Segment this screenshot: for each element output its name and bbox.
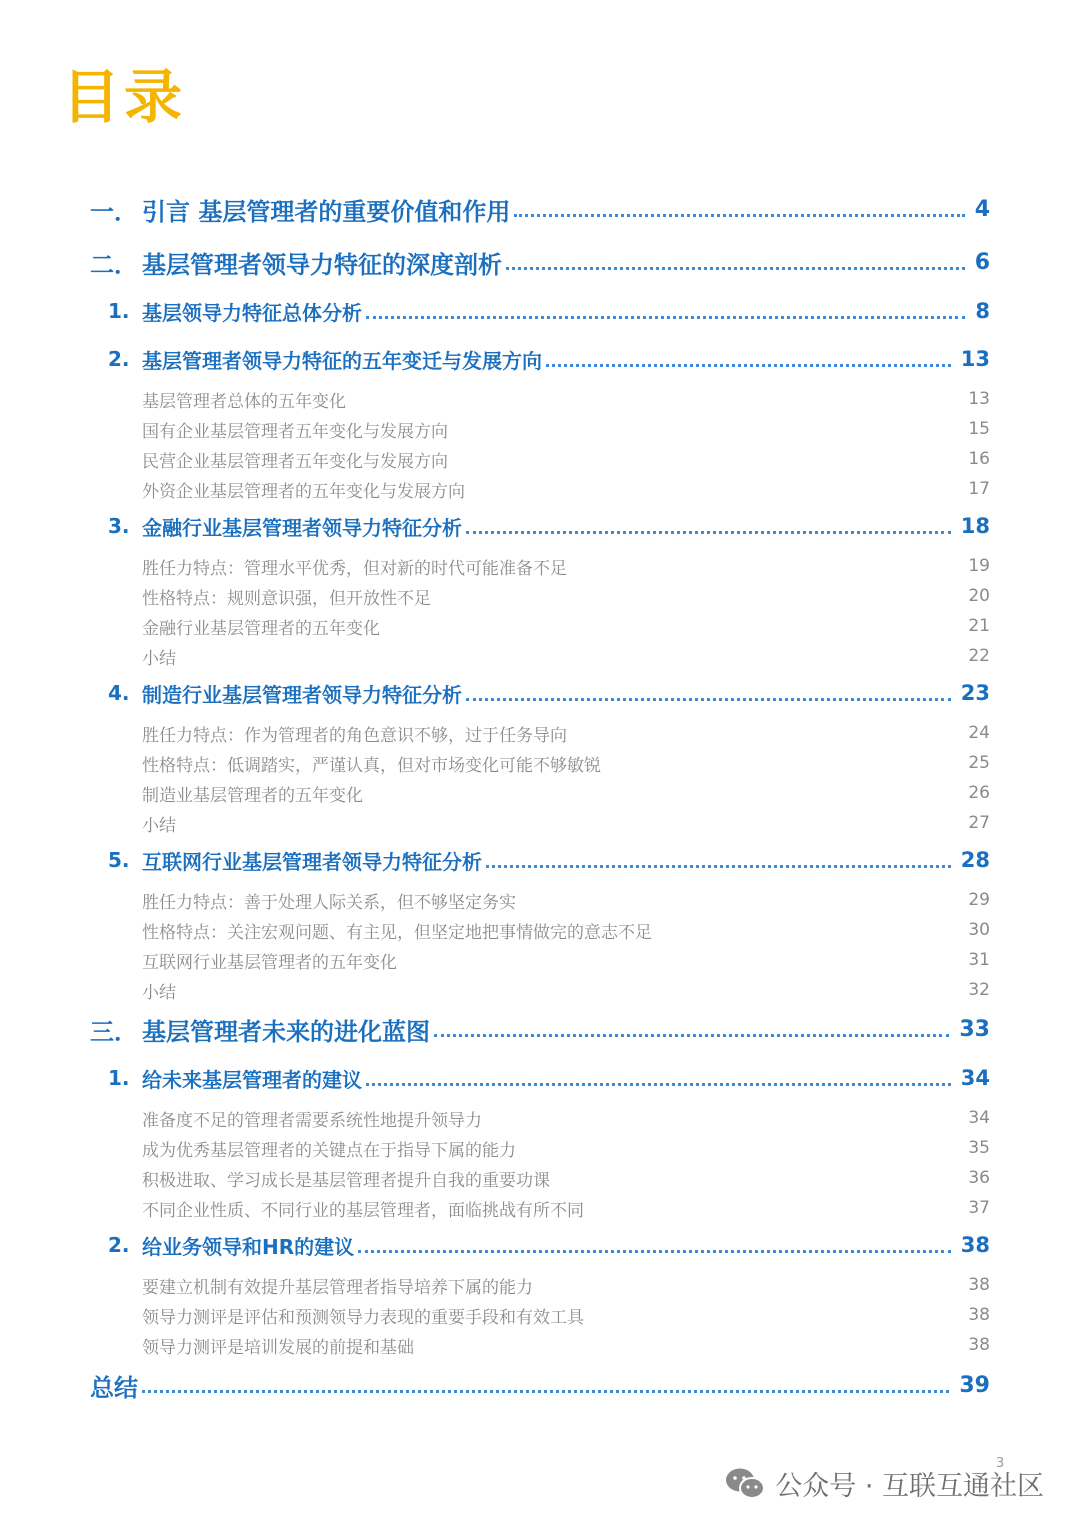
toc-entry-title: 要建立机制有效提升基层管理者指导培养下属的能力 [142, 1277, 533, 1298]
toc-entry-page: 39 [959, 1372, 990, 1398]
toc-entry-title: 胜任力特点：管理水平优秀，但对新的时代可能准备不足 [142, 558, 567, 579]
toc-entry[interactable] [90, 1369, 990, 1401]
toc-entry-title: 外资企业基层管理者的五年变化与发展方向 [142, 481, 465, 502]
toc-entry-title: 互联网行业基层管理者的五年变化 [142, 952, 397, 973]
toc-entry[interactable] [142, 1331, 990, 1359]
toc-entry-title: 民营企业基层管理者五年变化与发展方向 [142, 451, 448, 472]
wechat-watermark [725, 1464, 1044, 1503]
toc-entry-title: 给业务领导和HR的建议 [142, 1234, 355, 1259]
toc-entry-page: 38 [968, 1275, 990, 1295]
toc-entry-page: 38 [960, 1233, 990, 1257]
toc-entry-number: 2. [108, 1233, 130, 1257]
toc-entry-title: 积极进取、学习成长是基层管理者提升自我的重要功课 [142, 1170, 550, 1191]
toc-entry-title: 给未来基层管理者的建议 [142, 1067, 362, 1092]
toc-entry[interactable] [142, 749, 990, 777]
toc-entry[interactable] [142, 1134, 990, 1162]
toc-dot-leader [434, 1034, 949, 1037]
toc-entry-title: 领导力测评是培训发展的前提和基础 [142, 1337, 414, 1358]
toc-entry[interactable] [90, 193, 990, 225]
toc-entry[interactable] [108, 844, 990, 876]
toc-entry[interactable] [142, 719, 990, 747]
toc-dot-leader [358, 1250, 951, 1253]
toc-entry-page: 4 [974, 196, 990, 222]
toc-entry-page: 37 [968, 1198, 990, 1218]
toc-entry-number: 1. [108, 1066, 130, 1090]
toc-entry-title: 小结 [142, 815, 176, 836]
toc-entry-page: 38 [968, 1335, 990, 1355]
toc-entry-title: 金融行业基层管理者领导力特征分析 [142, 515, 462, 540]
toc-entry[interactable] [142, 475, 990, 503]
toc-dot-leader [366, 316, 965, 319]
toc-entry-page: 6 [974, 249, 990, 275]
toc-entry-page: 16 [968, 449, 990, 469]
wechat-account-text: 公众号 · 互联互通社区 [775, 1471, 1044, 1502]
toc-entry[interactable] [142, 1301, 990, 1329]
toc-entry[interactable] [142, 976, 990, 1004]
toc-entry-title: 性格特点：关注宏观问题、有主见，但坚定地把事情做完的意志不足 [142, 922, 652, 943]
wechat-icon [725, 1467, 765, 1501]
toc-dot-leader [366, 1083, 951, 1086]
toc-entry-title: 基层领导力特征总体分析 [142, 300, 362, 325]
toc-entry-title: 性格特点：规则意识强，但开放性不足 [142, 588, 431, 609]
toc-entry[interactable] [90, 1013, 990, 1045]
page-number: 3 [996, 1456, 1005, 1471]
toc-entry-number: 5. [108, 848, 130, 872]
toc-entry[interactable] [142, 612, 990, 640]
toc-entry[interactable] [142, 946, 990, 974]
toc-entry-title: 成为优秀基层管理者的关键点在于指导下属的能力 [142, 1140, 516, 1161]
toc-entry[interactable] [108, 677, 990, 709]
toc-entry-page: 17 [968, 479, 990, 499]
toc-dot-leader [486, 865, 951, 868]
toc-entry-number: 1. [108, 299, 130, 323]
toc-entry[interactable] [142, 582, 990, 610]
toc-entry-page: 15 [968, 419, 990, 439]
toc-entry-title: 国有企业基层管理者五年变化与发展方向 [142, 421, 448, 442]
toc-entry-title: 金融行业基层管理者的五年变化 [142, 618, 380, 639]
toc-entry-page: 35 [968, 1138, 990, 1158]
toc-entry[interactable] [142, 886, 990, 914]
toc-entry[interactable] [142, 1104, 990, 1132]
toc-entry-page: 25 [968, 753, 990, 773]
toc-dot-leader [466, 698, 951, 701]
toc-entry[interactable] [142, 1271, 990, 1299]
toc-entry[interactable] [142, 445, 990, 473]
toc-entry-title: 胜任力特点：善于处理人际关系，但不够坚定务实 [142, 892, 516, 913]
toc-entry-page: 28 [960, 848, 990, 872]
toc-entry-number: 4. [108, 681, 130, 705]
toc-dot-leader [546, 364, 951, 367]
toc-entry[interactable] [90, 246, 990, 278]
toc-entry-title: 不同企业性质、不同行业的基层管理者，面临挑战有所不同 [142, 1200, 584, 1221]
toc-entry[interactable] [108, 295, 990, 327]
toc-entry-page: 8 [975, 299, 990, 323]
toc-entry[interactable] [108, 343, 990, 375]
toc-entry-page: 13 [968, 389, 990, 409]
toc-entry-title: 基层管理者未来的进化蓝图 [142, 1017, 430, 1046]
toc-entry[interactable] [142, 1164, 990, 1192]
toc-entry-title: 制造行业基层管理者领导力特征分析 [142, 682, 462, 707]
toc-entry-page: 24 [968, 723, 990, 743]
toc-entry-number: 三． [90, 1017, 138, 1046]
toc-entry[interactable] [142, 552, 990, 580]
toc-entry-page: 38 [968, 1305, 990, 1325]
toc-entry-page: 23 [960, 681, 990, 705]
toc-entry-number: 一． [90, 197, 138, 226]
toc-entry-title: 总结 [90, 1373, 138, 1402]
toc-dot-leader [142, 1390, 949, 1393]
toc-entry[interactable] [142, 385, 990, 413]
toc-entry[interactable] [142, 809, 990, 837]
toc-entry-title: 小结 [142, 648, 176, 669]
toc-entry-title: 互联网行业基层管理者领导力特征分析 [142, 849, 482, 874]
toc-entry-page: 19 [968, 556, 990, 576]
toc-entry-page: 34 [968, 1108, 990, 1128]
toc-entry-page: 18 [960, 514, 990, 538]
toc-dot-leader [506, 267, 965, 270]
toc-entry[interactable] [142, 415, 990, 443]
toc-entry-page: 26 [968, 783, 990, 803]
toc-entry[interactable] [108, 1229, 990, 1261]
toc-dot-leader [514, 214, 964, 217]
toc-entry-number: 3. [108, 514, 130, 538]
toc-entry-page: 21 [968, 616, 990, 636]
toc-entry-title: 小结 [142, 982, 176, 1003]
toc-entry[interactable] [142, 916, 990, 944]
toc-entry-title: 引言 基层管理者的重要价值和作用 [142, 197, 511, 226]
page-title: 目录 [62, 63, 187, 131]
toc-entry-page: 30 [968, 920, 990, 940]
toc-entry-page: 29 [968, 890, 990, 910]
toc-entry-title: 性格特点：低调踏实，严谨认真，但对市场变化可能不够敏锐 [142, 755, 601, 776]
toc-dot-leader [466, 531, 951, 534]
toc-entry-page: 31 [968, 950, 990, 970]
toc-entry-title: 胜任力特点：作为管理者的角色意识不够，过于任务导向 [142, 725, 567, 746]
toc-entry-title: 基层管理者总体的五年变化 [142, 391, 346, 412]
toc-entry-title: 准备度不足的管理者需要系统性地提升领导力 [142, 1110, 482, 1131]
toc-entry-page: 32 [968, 980, 990, 1000]
toc-entry-number: 二． [90, 250, 138, 279]
toc-entry[interactable] [142, 642, 990, 670]
toc-entry-page: 13 [960, 347, 990, 371]
toc-entry-title: 领导力测评是评估和预测领导力表现的重要手段和有效工具 [142, 1307, 584, 1328]
toc-entry-title: 基层管理者领导力特征的深度剖析 [142, 250, 502, 279]
toc-entry[interactable] [108, 510, 990, 542]
toc-entry-page: 20 [968, 586, 990, 606]
toc-entry-page: 22 [968, 646, 990, 666]
toc-entry-page: 36 [968, 1168, 990, 1188]
toc-entry-number: 2. [108, 347, 130, 371]
toc-entry-title: 基层管理者领导力特征的五年变迁与发展方向 [142, 348, 542, 373]
toc-entry[interactable] [142, 779, 990, 807]
toc-entry[interactable] [108, 1062, 990, 1094]
toc-entry[interactable] [142, 1194, 990, 1222]
toc-entry-title: 制造业基层管理者的五年变化 [142, 785, 363, 806]
toc-entry-page: 34 [960, 1066, 990, 1090]
toc-entry-page: 33 [959, 1016, 990, 1042]
toc-entry-page: 27 [968, 813, 990, 833]
